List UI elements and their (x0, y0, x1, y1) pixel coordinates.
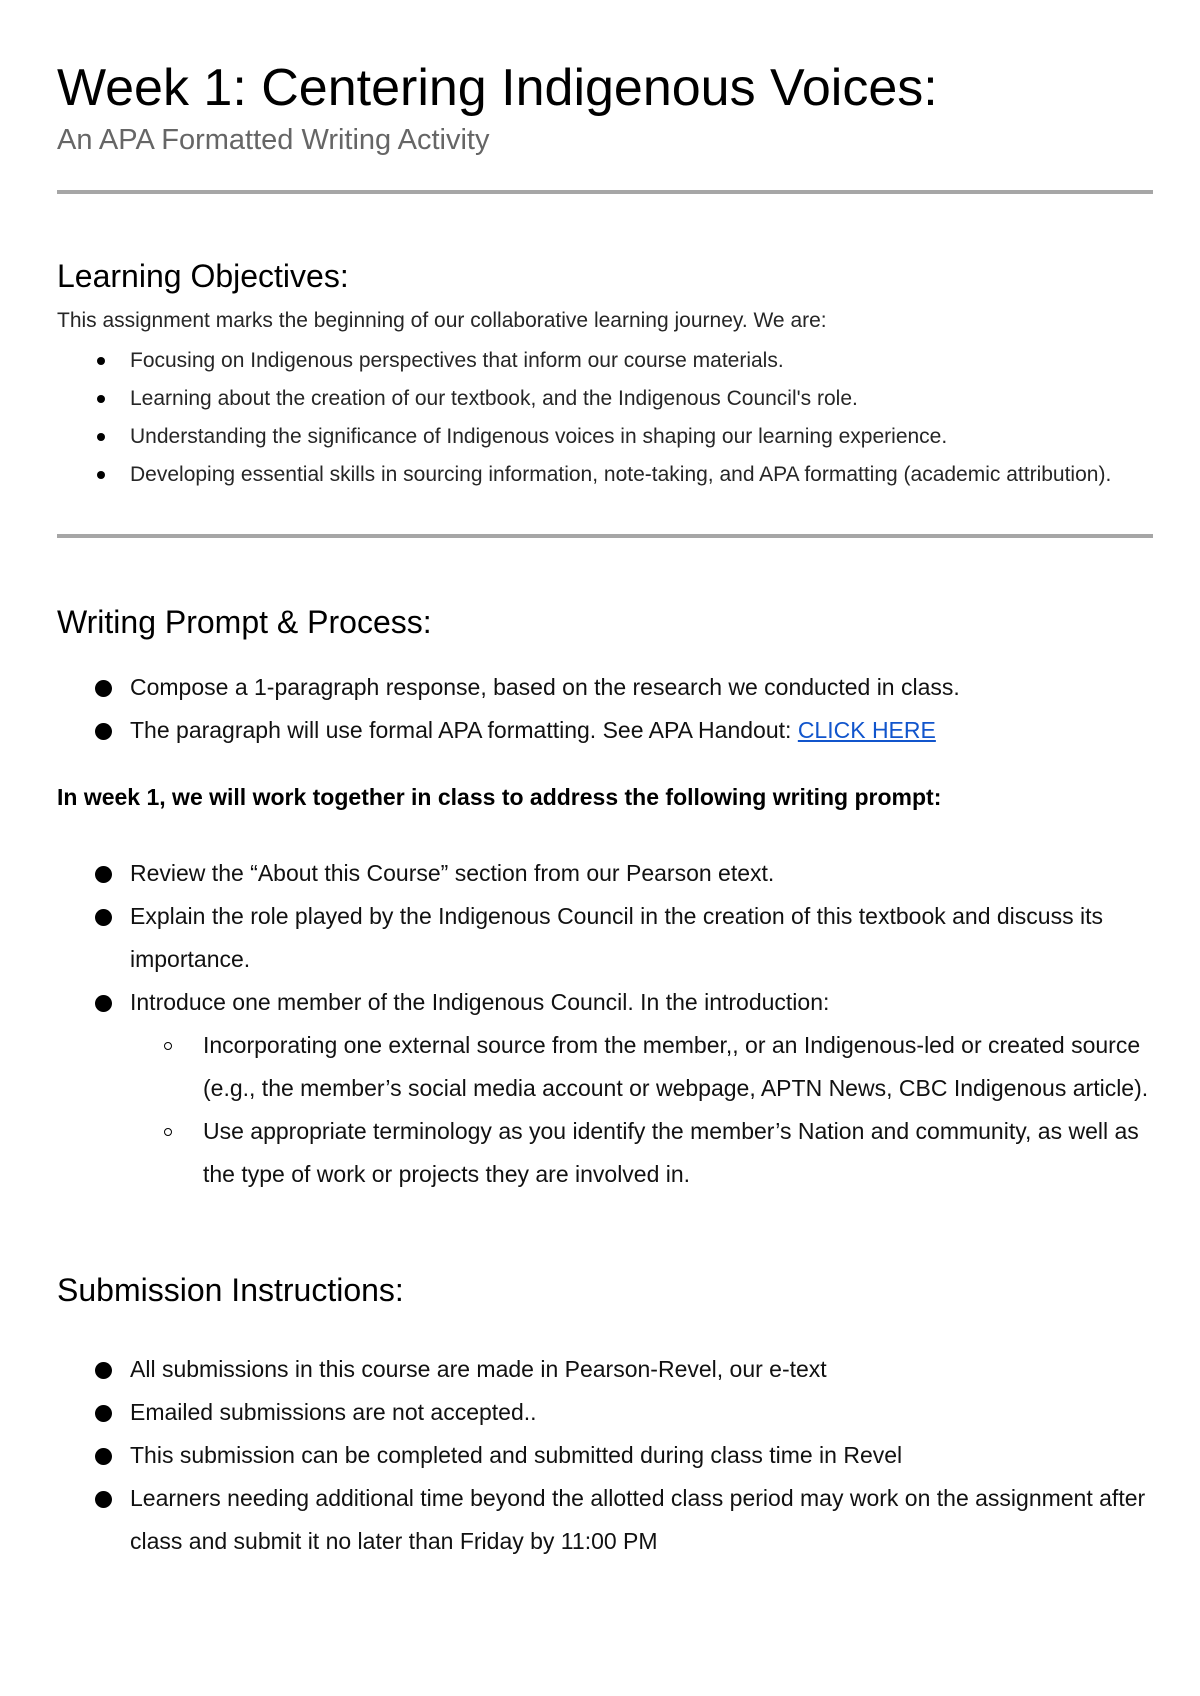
bullet-icon (95, 680, 112, 697)
list-item-text: Review the “About this Course” section from our Pearson etext. (130, 860, 775, 886)
horizontal-rule (57, 190, 1153, 194)
list-item-text: This submission can be completed and submitted during class time in Revel (130, 1442, 903, 1468)
list-item-text: Emailed submissions are not accepted.. (130, 1399, 537, 1425)
bullet-icon (97, 357, 105, 365)
list-item-text: Focusing on Indigenous perspectives that inform our course materials. (130, 349, 784, 372)
bullet-icon (95, 909, 112, 926)
bullet-icon (97, 433, 105, 441)
list-item-text: The paragraph will use formal APA formatting. See APA Handout: (130, 717, 798, 743)
introduction-sub-list (57, 1024, 1153, 1196)
list-item (57, 895, 1153, 981)
list-item (57, 1391, 1153, 1434)
list-item-text: Introduce one member of the Indigenous Council. In the introduction: (130, 989, 830, 1015)
bullet-icon (95, 995, 112, 1012)
list-item (57, 456, 1153, 494)
learning-objectives-heading: Learning Objectives: (57, 258, 349, 294)
bullet-icon (95, 1405, 112, 1422)
list-item (57, 1348, 1153, 1391)
page-title: Week 1: Centering Indigenous Voices: (57, 59, 938, 117)
list-item (57, 666, 1153, 709)
bullet-icon (95, 1448, 112, 1465)
bullet-icon (95, 723, 112, 740)
submission-heading: Submission Instructions: (57, 1272, 404, 1308)
page-subtitle: An APA Formatted Writing Activity (57, 124, 490, 156)
hollow-bullet-icon (164, 1128, 172, 1136)
list-item-text: Explain the role played by the Indigenous Council in the creation of this textbook and discuss its importance. (130, 903, 1103, 972)
list-item (57, 1434, 1153, 1477)
writing-process-list (57, 666, 1153, 752)
list-item-text: Incorporating one external source from the member,, or an Indigenous-led or created source (e.g., the member’s social media account or webpage, APTN News, CBC Indigenous article). (203, 1032, 1149, 1101)
apa-handout-link[interactable]: CLICK HERE (797, 717, 936, 743)
bullet-icon (97, 395, 105, 403)
sub-list-item (130, 1024, 1153, 1110)
writing-prompt-list (57, 852, 1153, 1196)
writing-prompt-heading: Writing Prompt & Process: (57, 604, 432, 640)
learning-objectives-intro: This assignment marks the beginning of our collaborative learning journey. We are: (57, 309, 827, 332)
sub-list-item (130, 1110, 1153, 1196)
list-item-text: Learners needing additional time beyond the allotted class period may work on the assignment after class and submit it no later than Friday by 11:00 PM (130, 1485, 1146, 1554)
list-item (57, 342, 1153, 380)
bullet-icon (95, 1491, 112, 1508)
list-item-text: Developing essential skills in sourcing information, note-taking, and APA formatting (academic attribution). (130, 463, 1112, 486)
bullet-icon (95, 866, 112, 883)
list-item (57, 981, 1153, 1196)
bullet-icon (97, 471, 105, 479)
list-item-text: Use appropriate terminology as you identify the member’s Nation and community, as well as the type of work or projects they are involved in. (203, 1118, 1139, 1187)
list-item (57, 852, 1153, 895)
bullet-icon (95, 1362, 112, 1379)
learning-objectives-list (57, 342, 1153, 494)
list-item-text: Understanding the significance of Indigenous voices in shaping our learning experience. (130, 425, 948, 448)
submission-list (57, 1348, 1153, 1563)
list-item-text: Learning about the creation of our textbook, and the Indigenous Council's role. (130, 387, 858, 410)
list-item (57, 709, 1153, 752)
writing-prompt-intro: In week 1, we will work together in class to address the following writing prompt: (57, 784, 942, 810)
list-item (57, 418, 1153, 456)
hollow-bullet-icon (164, 1042, 172, 1050)
list-item (57, 380, 1153, 418)
list-item (57, 1477, 1153, 1563)
list-item-text: All submissions in this course are made in Pearson-Revel, our e-text (130, 1356, 827, 1382)
list-item-text: Compose a 1-paragraph response, based on the research we conducted in class. (130, 674, 960, 700)
horizontal-rule (57, 534, 1153, 538)
